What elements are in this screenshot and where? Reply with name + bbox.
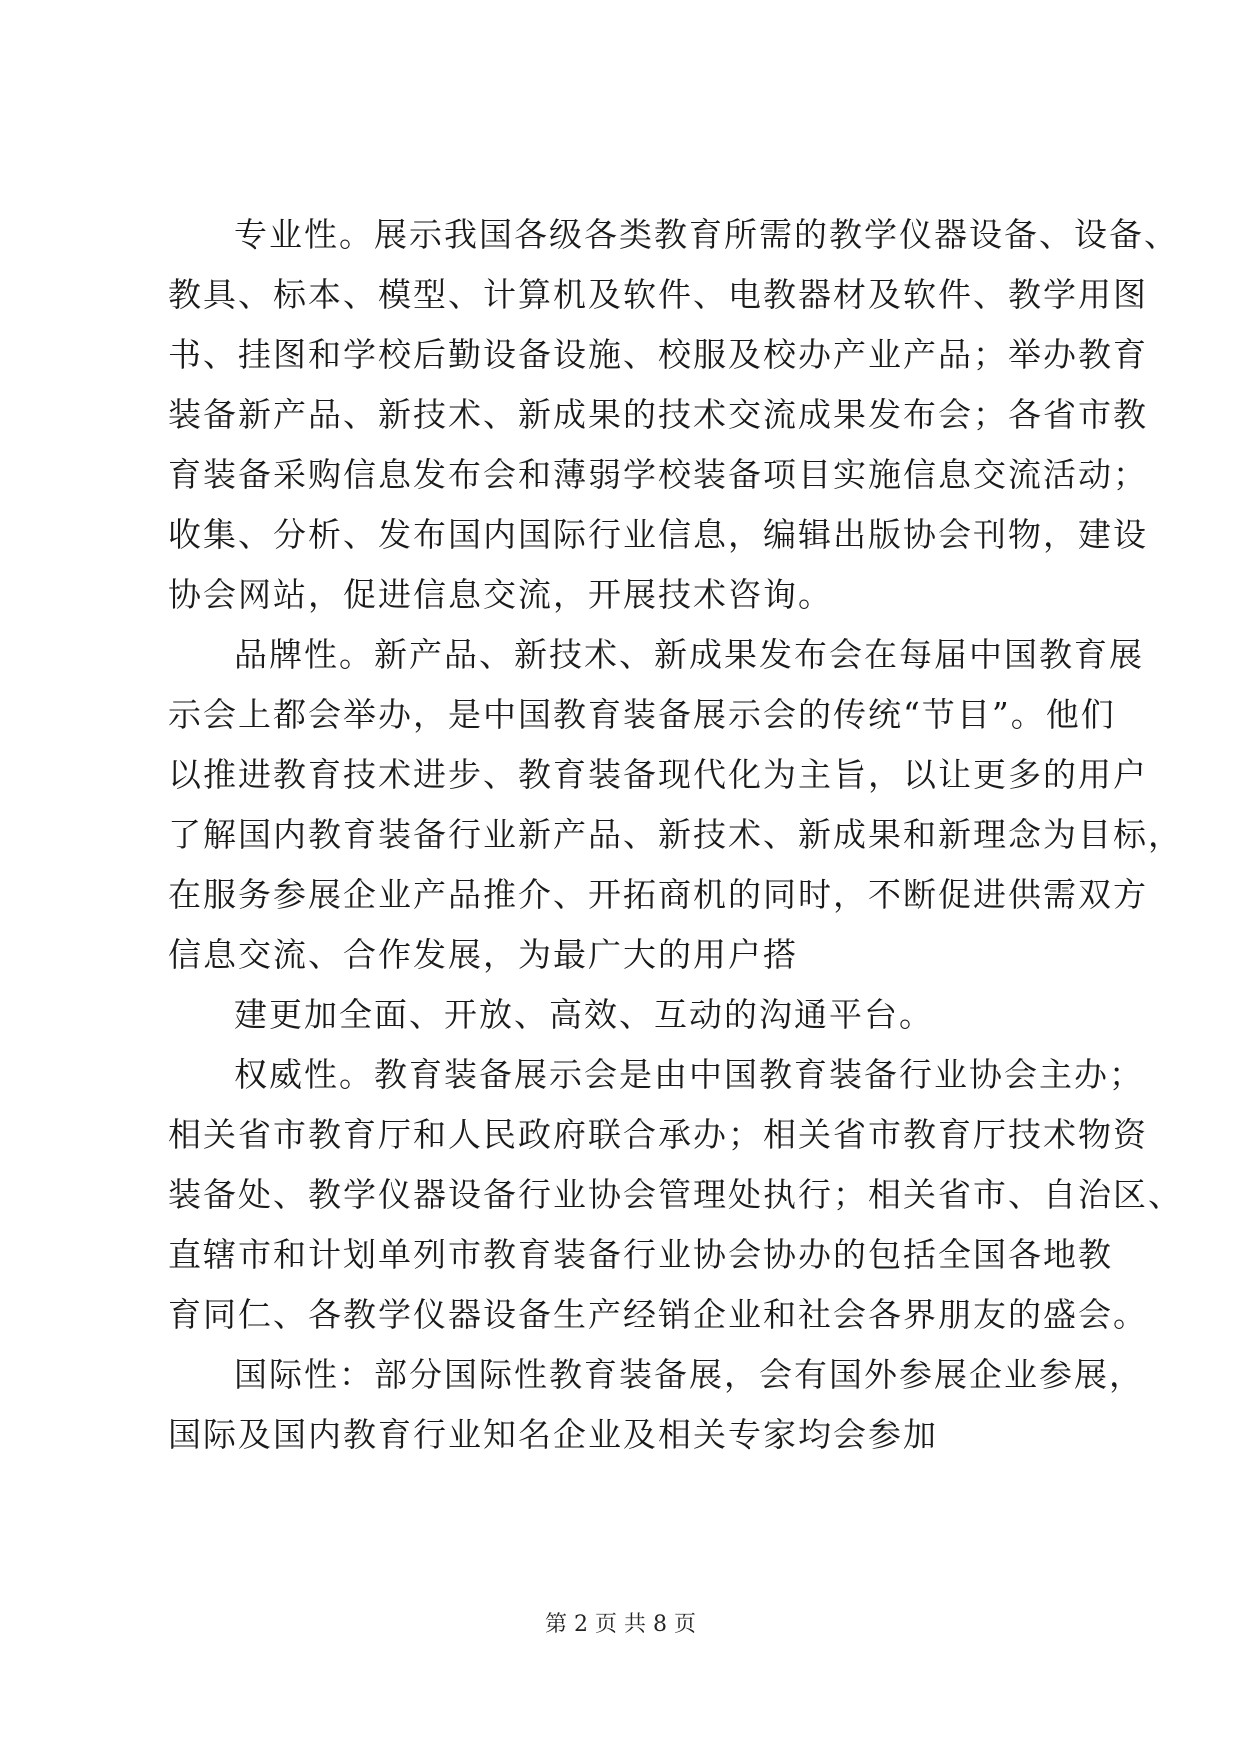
document-body xyxy=(168,205,1183,1465)
text-line: 权威性。教育装备展示会是由中国教育装备行业协会主办； xyxy=(234,1055,1144,1094)
page-number-footer: 第 2 页 共 8 页 xyxy=(545,1612,696,1637)
text-line: 收集、分析、发布国内国际行业信息，编辑出版协会刊物，建设 xyxy=(168,515,1148,554)
text-line: 相关省市教育厅和人民政府联合承办；相关省市教育厅技术物资 xyxy=(168,1115,1148,1154)
text-line: 专业性。展示我国各级各类教育所需的教学仪器设备、设备、 xyxy=(234,215,1179,254)
text-line: 品牌性。新产品、新技术、新成果发布会在每届中国教育展 xyxy=(234,635,1144,674)
text-line: 装备处、教学仪器设备行业协会管理处执行；相关省市、自治区、 xyxy=(168,1175,1183,1214)
text-line: 书、挂图和学校后勤设备设施、校服及校办产业产品；举办教育 xyxy=(168,335,1148,374)
paragraph-international xyxy=(168,1345,1144,1465)
text-line: 示会上都会举办，是中国教育装备展示会的传统“节目”。他们 xyxy=(168,695,1116,734)
paragraph-brand xyxy=(168,625,1183,985)
text-line: 协会网站，促进信息交流，开展技术咨询。 xyxy=(168,575,833,614)
paragraph-professional xyxy=(168,205,1179,625)
text-line: 了解国内教育装备行业新产品、新技术、新成果和新理念为目标， xyxy=(168,815,1183,854)
text-line: 信息交流、合作发展，为最广大的用户搭 xyxy=(168,935,798,974)
text-line: 装备新产品、新技术、新成果的技术交流成果发布会；各省市教 xyxy=(168,395,1148,434)
text-line: 在服务参展企业产品推介、开拓商机的同时，不断促进供需双方 xyxy=(168,875,1148,914)
text-line: 国际性：部分国际性教育装备展，会有国外参展企业参展， xyxy=(234,1355,1144,1394)
paragraph-platform xyxy=(168,985,1073,1045)
text-line: 直辖市和计划单列市教育装备行业协会协办的包括全国各地教 xyxy=(168,1235,1113,1274)
text-line: 育装备采购信息发布会和薄弱学校装备项目实施信息交流活动； xyxy=(168,455,1148,494)
text-line: 以推进教育技术进步、教育装备现代化为主旨，以让更多的用户 xyxy=(168,755,1148,794)
text-line: 育同仁、各教学仪器设备生产经销企业和社会各界朋友的盛会。 xyxy=(168,1295,1148,1334)
paragraph-authority xyxy=(168,1045,1183,1345)
text-line: 国际及国内教育行业知名企业及相关专家均会参加 xyxy=(168,1415,938,1454)
text-line: 建更加全面、开放、高效、互动的沟通平台。 xyxy=(234,995,934,1034)
text-line: 教具、标本、模型、计算机及软件、电教器材及软件、教学用图 xyxy=(168,275,1148,314)
